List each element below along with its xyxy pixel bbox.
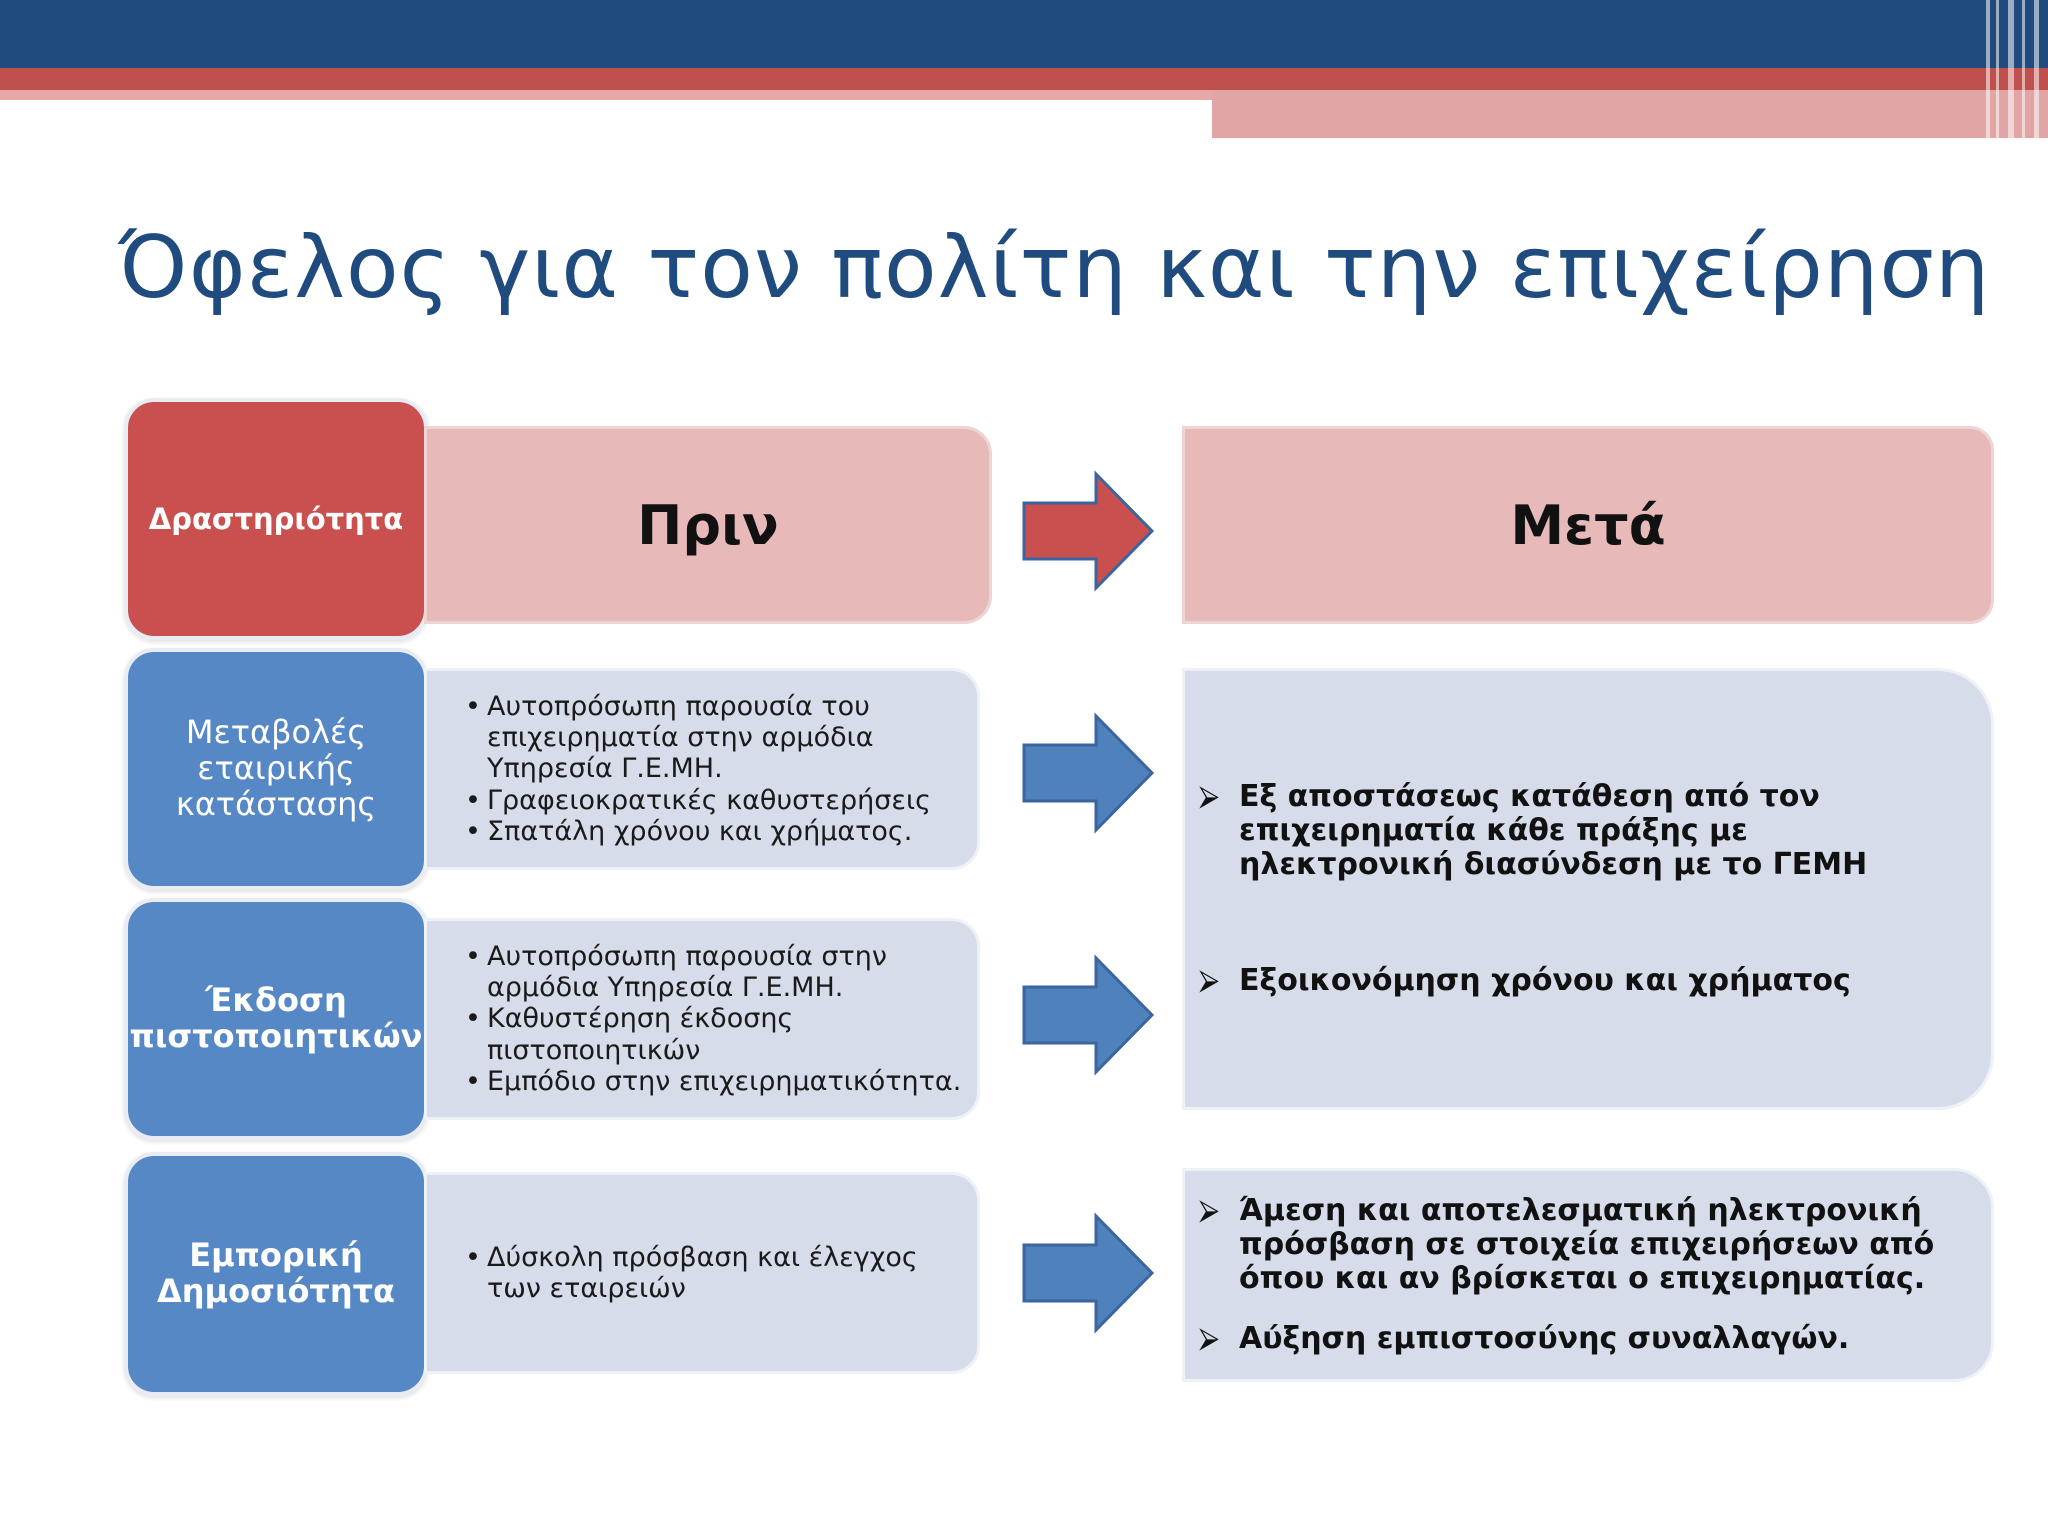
header-stripe	[2022, 0, 2025, 138]
header-stripe	[1996, 0, 1999, 138]
after-group-2	[1182, 1168, 1994, 1382]
after-item-text: Αύξηση εμπιστοσύνης συναλλαγών.	[1239, 1321, 1850, 1357]
header-after-cell	[1182, 426, 1994, 624]
header-band-red	[0, 68, 2048, 90]
after-group-1	[1182, 668, 1994, 1110]
before-bullet-list	[427, 691, 977, 846]
arrowhead-bullet-icon: ⮚	[1199, 778, 1219, 812]
arrow-right-icon	[1020, 470, 1156, 592]
row-label-line: Έκδοση	[205, 981, 347, 1020]
after-item-text: Εξ αποστάσεως κατάθεση από τον επιχειρηματία κάθε πράξης με ηλεκτρονική διασύνδεση με το ΓΕΜΗ	[1239, 778, 1868, 882]
before-bullet: • Δύσκολη πρόσβαση και έλεγχος των εταιρειών	[487, 1242, 967, 1304]
header-before-label: Πριν	[637, 493, 779, 557]
before-bullet-list	[427, 1242, 977, 1304]
before-bullet: • Αυτοπρόσωπη παρουσία του επιχειρηματία στην αρμόδια Υπηρεσία Γ.Ε.ΜΗ.	[487, 691, 967, 784]
row-label-line: Δημοσιότητα	[156, 1272, 396, 1310]
header-band-pink-right	[1212, 90, 2048, 138]
before-bullet: • Γραφειοκρατικές καθυστερήσεις	[487, 785, 967, 816]
before-bullet: • Αυτοπρόσωπη παρουσία στην αρμόδια Υπηρεσία Γ.Ε.ΜΗ.	[487, 941, 967, 1003]
after-check-list	[1185, 780, 1991, 999]
after-item-text: Άμεση και αποτελεσματική ηλεκτρονική πρόσβαση σε στοιχεία επιχειρήσεων από όπου και αν βρίσκεται ο επιχειρηματίας.	[1239, 1192, 1935, 1296]
header-stripe	[1986, 0, 1990, 138]
after-item	[1199, 1321, 1971, 1357]
arrow-right-icon	[1020, 954, 1156, 1076]
row-label-line: Εμπορική	[189, 1236, 363, 1275]
before-bullet-list	[427, 941, 977, 1096]
header-before-cell	[424, 426, 992, 624]
header-after-label: Μετά	[1510, 493, 1666, 557]
row-label-line: εταιρικής	[197, 749, 355, 788]
arrow-right-icon	[1020, 712, 1156, 834]
header-band-blue	[0, 0, 2048, 68]
arrowhead-bullet-icon: ⮚	[1199, 1192, 1219, 1226]
arrow-right-icon	[1020, 1212, 1156, 1334]
row-label-text	[176, 715, 376, 822]
header-stripe	[2034, 0, 2039, 138]
header-activity-cell	[124, 398, 428, 640]
row-before-commercial-publicity	[424, 1172, 980, 1374]
row-label-line: πιστοποιητικών	[129, 1017, 423, 1055]
after-check-list	[1185, 1194, 1991, 1357]
after-item	[1199, 1192, 1971, 1297]
header-activity-label: Δραστηριότητα	[148, 501, 404, 536]
before-bullet: • Καθυστέρηση έκδοσης πιστοποιητικών	[487, 1003, 967, 1065]
slide-title: Όφελος για τον πολίτη και την επιχείρηση	[118, 218, 1991, 318]
after-item	[1199, 778, 1971, 883]
header-stripe	[2008, 0, 2014, 138]
row-label-line: Μεταβολές	[185, 713, 367, 752]
before-bullet: • Εμπόδιο στην επιχειρηματικότητα.	[487, 1066, 967, 1097]
row-label-text	[130, 983, 423, 1055]
row-label-certificates	[124, 898, 428, 1140]
arrowhead-bullet-icon: ⮚	[1199, 1321, 1219, 1355]
arrowhead-bullet-icon: ⮚	[1199, 963, 1219, 997]
after-item	[1199, 963, 1971, 999]
after-item-text: Εξοικονόμηση χρόνου και χρήματος	[1239, 963, 1851, 999]
before-bullet: • Σπατάλη χρόνου και χρήματος.	[487, 816, 967, 847]
row-before-corporate-changes	[424, 668, 980, 870]
row-label-line: κατάστασης	[175, 784, 377, 823]
row-before-certificates	[424, 918, 980, 1120]
row-label-corporate-changes	[124, 648, 428, 890]
header-band-pink-left	[0, 90, 1212, 100]
row-label-commercial-publicity	[124, 1152, 428, 1396]
row-label-text	[157, 1238, 395, 1310]
